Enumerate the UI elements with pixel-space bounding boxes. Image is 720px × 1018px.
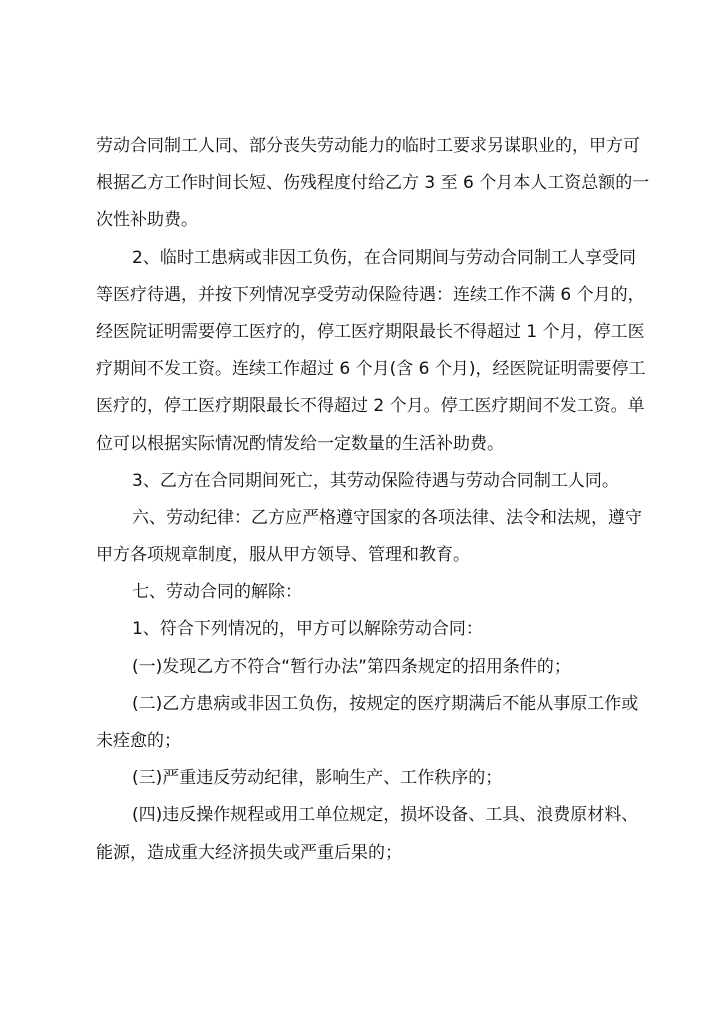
text-line: 医疗的，停工医疗期限最长不得超过 2 个月。停工医疗期间不发工资。单 [96, 396, 645, 417]
text-line: (一)发现乙方不符合“暂行办法”第四条规定的招用条件的； [132, 656, 571, 677]
text-line: 六、劳动纪律：乙方应严格遵守国家的各项法律、法令和法规，遵守 [132, 507, 642, 528]
text-line: 甲方各项规章制度，服从甲方领导、管理和教育。 [96, 545, 470, 566]
text-line: 次性补助费。 [96, 210, 198, 231]
text-line: 疗期间不发工资。连续工作超过 6 个月(含 6 个月)，经医院证明需要停工 [96, 359, 646, 380]
text-line: 七、劳动合同的解除： [132, 582, 302, 603]
document-body [96, 128, 650, 872]
text-line: (三)严重违反劳动纪律，影响生产、工作秩序的； [132, 768, 503, 789]
text-line: 能源，造成重大经济损失或严重后果的； [96, 842, 402, 863]
text-line: 经医院证明需要停工医疗的，停工医疗期限最长不得超过 1 个月，停工医 [96, 321, 645, 342]
text-line: 3、乙方在合同期间死亡，其劳动保险待遇与劳动合同制工人同。 [132, 470, 619, 491]
text-line: 劳动合同制工人同、部分丧失劳动能力的临时工要求另谋职业的，甲方可 [96, 136, 640, 156]
text-line: 位可以根据实际情况酌情发给一定数量的生活补助费。 [96, 433, 504, 454]
text-line: 未痊愈的； [96, 731, 181, 751]
text-line: (二)乙方患病或非因工负伤，按规定的医疗期满后不能从事原工作或 [132, 693, 639, 714]
text-line: 2、临时工患病或非因工负伤，在合同期间与劳动合同制工人享受同 [132, 247, 636, 268]
text-line: (四)违反操作规程或用工单位规定，损坏设备、工具、浪费原材料、 [132, 805, 639, 826]
text-line: 1、符合下列情况的，甲方可以解除劳动合同： [132, 619, 483, 640]
text-line: 等医疗待遇，并按下列情况享受劳动保险待遇：连续工作不满 6 个月的， [96, 284, 645, 305]
text-line: 根据乙方工作时间长短、伤残程度付给乙方 3 至 6 个月本人工资总额的一 [96, 173, 650, 194]
